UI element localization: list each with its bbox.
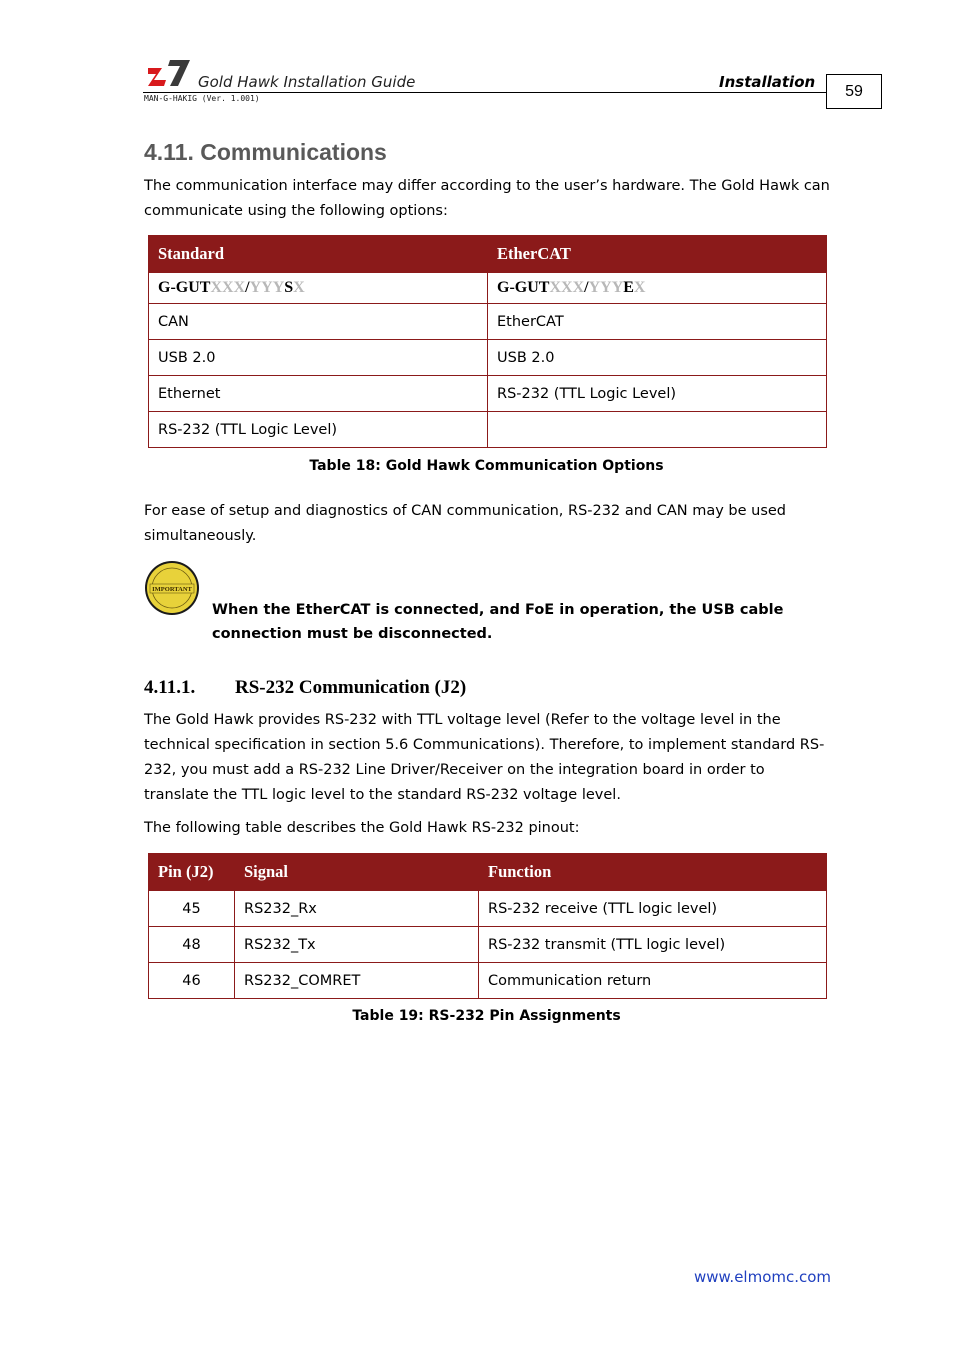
communication-options-table [148,235,827,448]
table-cell: USB 2.0 [488,340,827,376]
table-caption: Table 19: RS-232 Pin Assignments [352,1008,621,1024]
table-header-cell: Function [479,854,827,891]
seal-text: IMPORTANT [152,586,192,593]
table-cell: Communication return [479,963,827,999]
table-row [149,376,827,412]
part-number-ethercat: G-GUTXXX/YYYEX [488,273,827,304]
table-row [149,927,827,963]
table-row [149,304,827,340]
page-number: 59 [826,74,882,109]
table-cell: EtherCAT [488,304,827,340]
table-cell: Ethernet [149,376,488,412]
table-cell [488,412,827,448]
section-heading: 4.11. Communications [144,139,387,165]
subsection-paragraph-1: The Gold Hawk provides RS-232 with TTL voltage level (Refer to the voltage level in the technical specification in section 5.6 Communications). Therefore, to implement standard RS-232, you must add a RS-232 Line Driver/Receiver on the integration board in order to translate the TTL logic level to the standard RS-232 voltage level. [144,712,825,803]
table-caption: Table 18: Gold Hawk Communication Options [309,458,664,474]
table-row [149,963,827,999]
table-cell: 46 [149,963,235,999]
part-number-standard: G-GUTXXX/YYYSX [149,273,488,304]
header-section-name: Installation [719,73,816,91]
table-cell: RS232_Tx [235,927,479,963]
part-number-row [149,273,827,304]
setup-paragraph: For ease of setup and diagnostics of CAN communication, RS-232 and CAN may be used simultaneously. [144,503,787,544]
table-cell: 45 [149,891,235,927]
header-rule [143,92,827,93]
subsection-paragraph-2: The following table describes the Gold Hawk RS-232 pinout: [144,820,580,836]
rs232-pin-table [148,853,827,999]
table-cell: RS-232 receive (TTL logic level) [479,891,827,927]
table-header-cell: Signal [235,854,479,891]
table-row [149,412,827,448]
table-cell: CAN [149,304,488,340]
table-cell: RS-232 (TTL Logic Level) [149,412,488,448]
section-intro: The communication interface may differ according to the user’s hardware. The Gold Hawk can communicate using the following options: [144,178,830,219]
table-cell: RS232_Rx [235,891,479,927]
important-seal-icon [144,560,200,616]
important-note: When the EtherCAT is connected, and FoE in operation, the USB cable connection must be disconnected. [212,602,784,642]
table-row [149,340,827,376]
table-header-cell: EtherCAT [488,236,827,273]
table-header-cell: Pin (J2) [149,854,235,891]
table-cell: 48 [149,927,235,963]
table-row [149,891,827,927]
table-cell: RS-232 (TTL Logic Level) [488,376,827,412]
elmo-logo-icon [148,58,190,88]
footer-website-link[interactable]: www.elmomc.com [694,1268,832,1286]
table-cell: USB 2.0 [149,340,488,376]
header-doc-id: MAN-G-HAKIG (Ver. 1.001) [144,94,260,103]
header-doc-title: Gold Hawk Installation Guide [198,73,416,91]
table-cell: RS-232 transmit (TTL logic level) [479,927,827,963]
table-cell: RS232_COMRET [235,963,479,999]
table-header-row [149,854,827,891]
subsection-title: RS-232 Communication (J2) [235,677,467,698]
subsection-number: 4.11.1. [144,677,196,698]
table-header-row [149,236,827,273]
table-header-cell: Standard [149,236,488,273]
subsection-heading [144,677,466,699]
